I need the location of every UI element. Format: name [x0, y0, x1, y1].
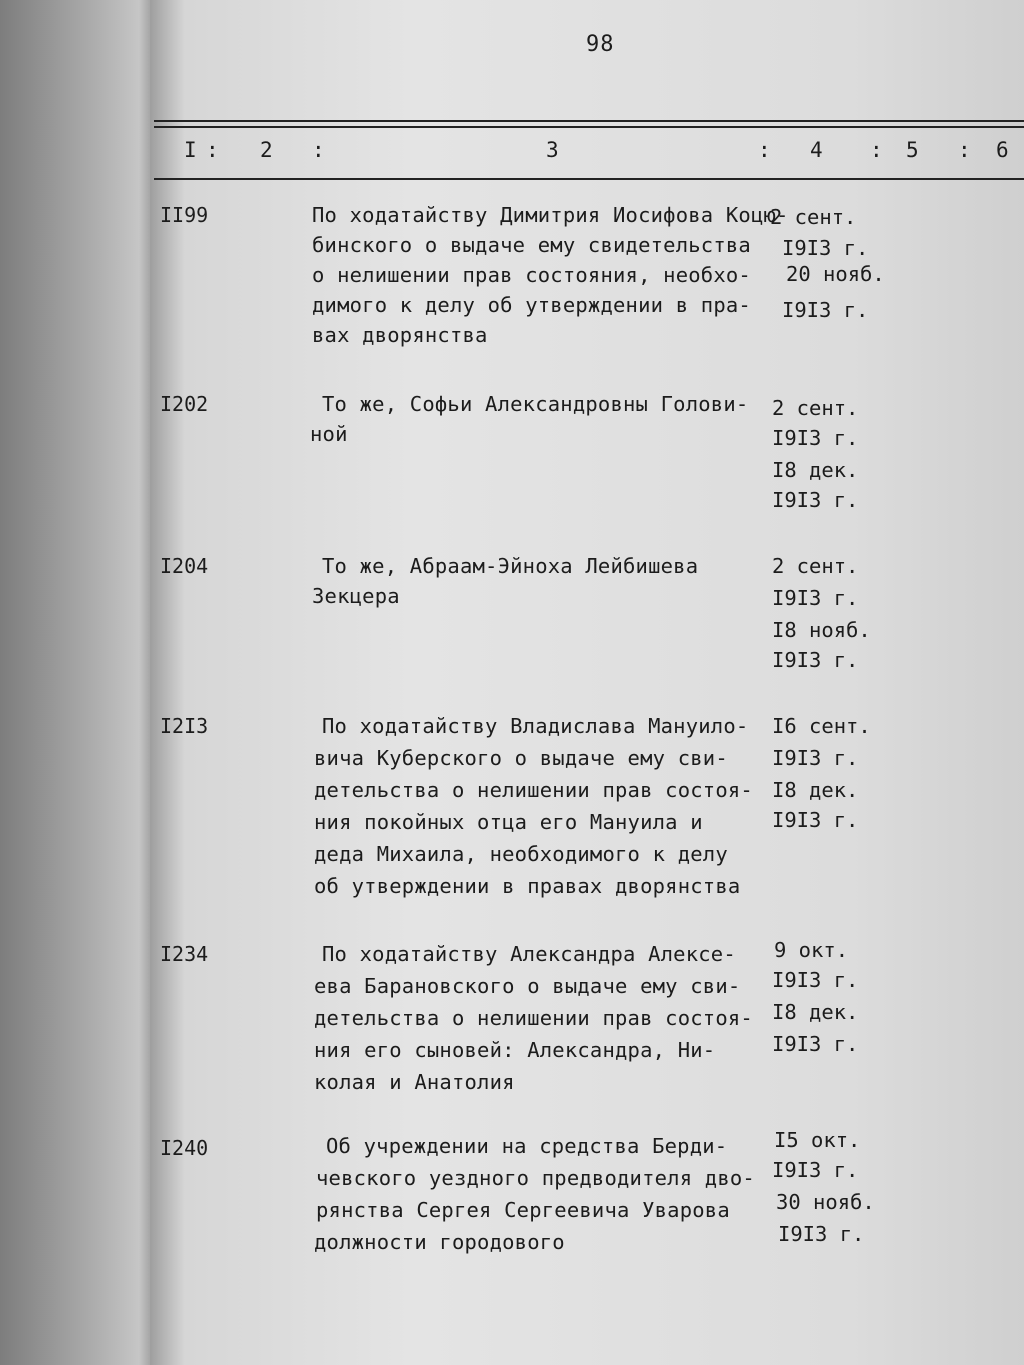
entry-date-end: I8 нояб. — [772, 618, 871, 642]
entry-text-line: чевского уездного предводителя дво- — [316, 1166, 755, 1190]
column-separator: : — [312, 138, 325, 162]
entry-year-start: I9I3 г. — [772, 1158, 859, 1182]
entry-year-start: I9I3 г. — [772, 586, 859, 610]
entry-text-line: детельства о нелишении прав состоя- — [314, 1006, 753, 1030]
entry-text-line: То же, Абраам-Эйноха Лейбишева — [322, 554, 699, 578]
entry-year-end: I9I3 г. — [772, 808, 859, 832]
entry-text-line: бинского о выдаче ему свидетельства — [312, 233, 751, 257]
entry-text-line: По ходатайству Владислава Мануило- — [322, 714, 749, 738]
entry-year-end: I9I3 г. — [778, 1222, 865, 1246]
entry-text-line: колая и Анатолия — [314, 1070, 515, 1094]
header-rule-top — [154, 120, 1024, 122]
entry-text-line: димого к делу об утверждении в пра- — [312, 293, 751, 317]
entry-number: I202 — [160, 392, 209, 416]
entry-text-line: детельства о нелишении прав состоя- — [314, 778, 753, 802]
facing-page-edge — [0, 0, 158, 1365]
entry-text-line: о нелишении прав состояния, необхо- — [312, 263, 751, 287]
entry-text-line: деда Михаила, необходимого к делу — [314, 842, 728, 866]
entry-text-line: вах дворянства — [312, 323, 488, 347]
column-header-3: 3 — [546, 138, 559, 162]
entry-year-start: I9I3 г. — [782, 236, 869, 260]
entry-date-end: I8 дек. — [772, 1000, 859, 1024]
entry-year-start: I9I3 г. — [772, 426, 859, 450]
entry-year-end: I9I3 г. — [772, 488, 859, 512]
column-header-6: 6 — [996, 138, 1009, 162]
entry-date-start: 2 сент. — [772, 396, 859, 420]
header-rule-top-second — [154, 126, 1024, 128]
entry-text-line: ния покойных отца его Мануила и — [314, 810, 703, 834]
entry-date-start: I5 окт. — [774, 1128, 861, 1152]
entry-number: II99 — [160, 203, 209, 227]
header-rule-bottom — [154, 178, 1024, 180]
entry-number: I234 — [160, 942, 209, 966]
entry-number: I2I3 — [160, 714, 209, 738]
entry-date-start: 9 окт. — [774, 938, 849, 962]
column-separator: : — [758, 138, 771, 162]
entry-year-end: I9I3 г. — [782, 298, 869, 322]
column-separator: : — [206, 138, 219, 162]
entry-year-end: I9I3 г. — [772, 1032, 859, 1056]
column-separator: : — [870, 138, 883, 162]
entry-text-line: Об учреждении на средства Берди- — [326, 1134, 728, 1158]
entry-text-line: То же, Софьи Александровны Голови- — [322, 392, 749, 416]
column-header-5: 5 — [906, 138, 919, 162]
entry-number: I240 — [160, 1136, 209, 1160]
entry-year-start: I9I3 г. — [772, 746, 859, 770]
entry-text-line: Зекцера — [312, 584, 400, 608]
entry-number: I204 — [160, 554, 209, 578]
entry-year-start: I9I3 г. — [772, 968, 859, 992]
column-header-2: 2 — [260, 138, 273, 162]
entry-date-end: 30 нояб. — [776, 1190, 875, 1214]
entry-text-line: По ходатайству Александра Алексе- — [322, 942, 736, 966]
entry-text-line: рянства Сергея Сергеевича Уварова — [316, 1198, 730, 1222]
entry-text-line: вича Куберского о выдаче ему сви- — [314, 746, 728, 770]
entry-date-end: I8 дек. — [772, 778, 859, 802]
entry-text-line: ния его сыновей: Александра, Ни- — [314, 1038, 716, 1062]
entry-date-start: I6 сент. — [772, 714, 871, 738]
column-separator: : — [958, 138, 971, 162]
column-header-4: 4 — [810, 138, 823, 162]
entry-text-line: об утверждении в правах дворянства — [314, 874, 741, 898]
entry-date-end: 20 нояб. — [786, 262, 885, 286]
entry-date-start: 2 сент. — [772, 554, 859, 578]
column-header-1: I — [184, 138, 197, 162]
entry-text-line: По ходатайству Димитрия Иосифова Коцю- — [312, 203, 789, 227]
entry-date-start: 2 сент. — [770, 205, 857, 229]
entry-text-line: ной — [310, 422, 348, 446]
entry-year-end: I9I3 г. — [772, 648, 859, 672]
page-number: 98 — [586, 32, 615, 57]
entry-date-end: I8 дек. — [772, 458, 859, 482]
entry-text-line: должности городового — [314, 1230, 565, 1254]
entry-text-line: ева Барановского о выдаче ему сви- — [314, 974, 741, 998]
